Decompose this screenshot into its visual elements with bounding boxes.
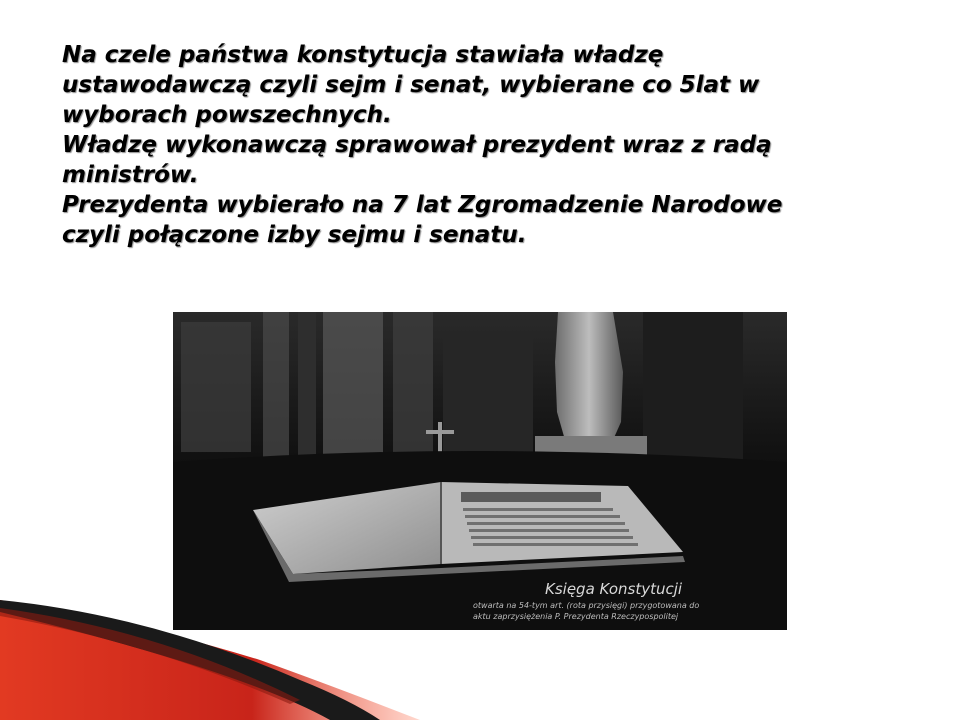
- text-line: Władzę wykonawczą sprawował prezydent wraz z radą: [62, 132, 772, 158]
- text-line: wyborach powszechnych.: [62, 102, 392, 128]
- photo-caption-title: Księga Konstytucji: [545, 580, 683, 598]
- photo-caption-line: otwarta na 54-tym art. (rota przysięgi) przygotowana do: [473, 601, 700, 610]
- text-line: Na czele państwa konstytucja stawiała władzę: [62, 42, 664, 68]
- photo-caption-line: aktu zaprzysiężenia P. Prezydenta Rzeczypospolitej: [473, 612, 679, 621]
- text-line: Prezydenta wybierało na 7 lat Zgromadzenie Narodowe: [62, 192, 783, 218]
- text-line: ustawodawczą czyli sejm i senat, wybierane co 5lat w: [62, 72, 760, 98]
- text-line: czyli połączone izby sejmu i senatu.: [62, 222, 527, 248]
- slide-body-text: [62, 40, 922, 250]
- text-line: ministrów.: [62, 162, 199, 188]
- decorative-corner-swoosh: [0, 560, 420, 720]
